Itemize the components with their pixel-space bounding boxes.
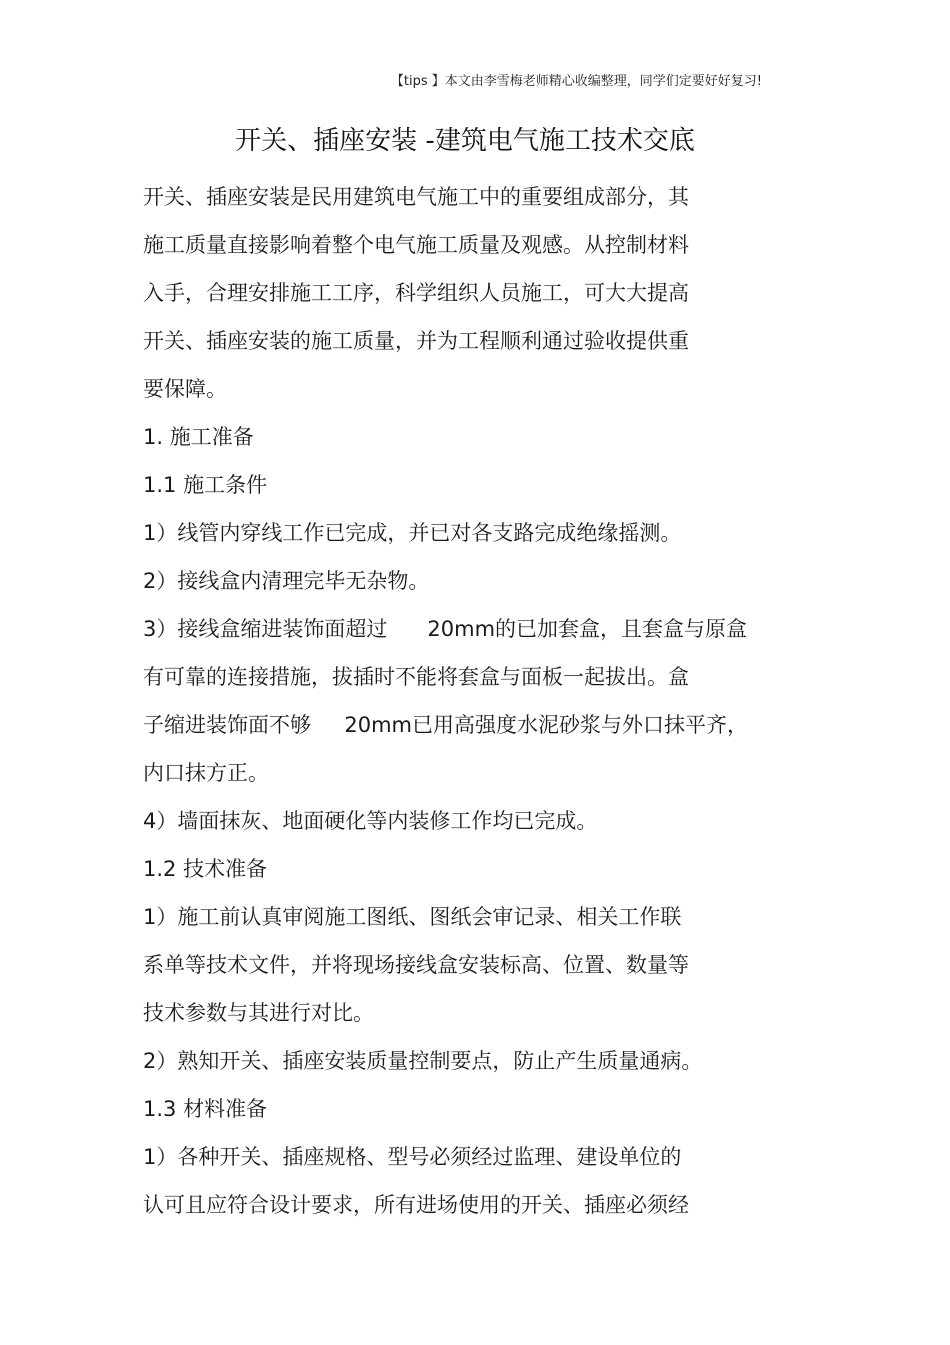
- list-item-continuation: 内口抹方正。: [143, 761, 269, 785]
- list-item: 2）熟知开关、插座安装质量控制要点，防止产生质量通病。: [143, 1049, 703, 1073]
- document-title: 开关、插座安装 -建筑电气施工技术交底: [235, 126, 695, 156]
- document-body: [143, 173, 823, 1229]
- paragraph-line: 入手，合理安排施工工序，科学组织人员施工，可大大提高: [143, 281, 689, 305]
- list-item: 1）线管内穿线工作已完成，并已对各支路完成绝缘摇测。: [143, 521, 682, 545]
- paragraph-line: 开关、插座安装是民用建筑电气施工中的重要组成部分，其: [143, 185, 689, 209]
- list-item: 1）施工前认真审阅施工图纸、图纸会审记录、相关工作联: [143, 905, 682, 929]
- subsection-heading: 1.2 技术准备: [143, 857, 268, 881]
- subsection-heading: 1.1 施工条件: [143, 473, 268, 497]
- list-item-continuation: 系单等技术文件，并将现场接线盒安装标高、位置、数量等: [143, 953, 689, 977]
- list-item: 4）墙面抹灰、地面硬化等内装修工作均已完成。: [143, 809, 598, 833]
- list-item-continuation: 有可靠的连接措施，拔插时不能将套盒与面板一起拔出。盒: [143, 665, 689, 689]
- paragraph-line: 要保障。: [143, 377, 227, 401]
- list-item: 2）接线盒内清理完毕无杂物。: [143, 569, 430, 593]
- list-item-continuation: 技术参数与其进行对比。: [143, 1001, 374, 1025]
- header-tips: 【tips 】本文由李雪梅老师精心收编整理，同学们定要好好复习!: [390, 74, 762, 89]
- paragraph-line: 施工质量直接影响着整个电气施工质量及观感。从控制材料: [143, 233, 689, 257]
- section-heading: 1. 施工准备: [143, 425, 254, 449]
- list-item-continuation: 子缩进装饰面不够 20mm已用高强度水泥砂浆与外口抹平齐，: [143, 713, 749, 737]
- list-item: 3）接线盒缩进装饰面超过 20mm的已加套盒，且套盒与原盒: [143, 617, 748, 641]
- list-item-continuation: 认可且应符合设计要求，所有进场使用的开关、插座必须经: [143, 1193, 689, 1217]
- list-item: 1）各种开关、插座规格、型号必须经过监理、建设单位的: [143, 1145, 682, 1169]
- subsection-heading: 1.3 材料准备: [143, 1097, 268, 1121]
- paragraph-line: 开关、插座安装的施工质量，并为工程顺利通过验收提供重: [143, 329, 689, 353]
